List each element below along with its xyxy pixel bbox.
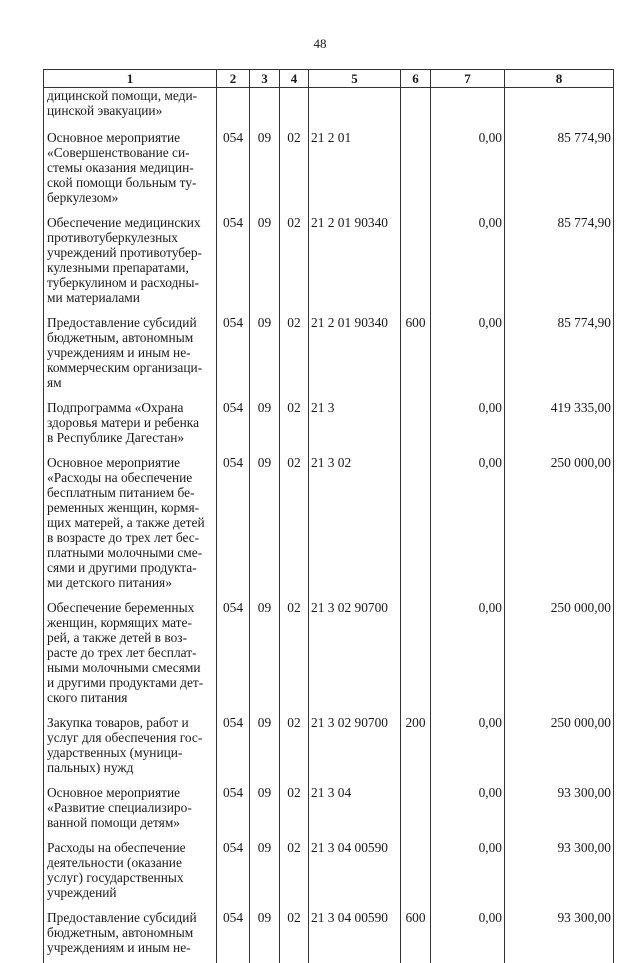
cell-amount-col7: 0,00 xyxy=(478,130,502,145)
table-row-continuation xyxy=(44,88,614,131)
cell-amount-col8: 85 774,90 xyxy=(557,215,611,230)
cell-admin-code: 054 xyxy=(222,215,244,230)
table-row xyxy=(44,600,614,715)
row-name: Расходы на обеспечение деятельности (оказание услуг) государственных учреждений xyxy=(47,840,186,900)
cell-target-article: 21 3 xyxy=(311,400,335,415)
cell-expense-type: 200 xyxy=(405,715,426,730)
cell-amount-col8: 93 300,00 xyxy=(557,785,611,800)
cell-section: 09 xyxy=(257,215,272,230)
cell-subsection: 02 xyxy=(287,215,301,230)
cell-subsection: 02 xyxy=(287,910,301,925)
cell-amount-col7: 0,00 xyxy=(478,455,502,470)
cell-subsection: 02 xyxy=(287,400,301,415)
cell-amount-col8: 250 000,00 xyxy=(550,715,611,730)
row-name: Обеспечение беременных женщин, кормящих мате- рей, а также детей в воз- расте до трех лет бесплат- ными молочными смесями и другими продуктами дет- ского питания xyxy=(47,600,204,705)
row-name: Подпрограмма «Охрана здоровья матери и ребенка в Республике Дагестан» xyxy=(47,400,200,445)
cell-amount-col8: 250 000,00 xyxy=(550,455,611,470)
cell-amount-col7: 0,00 xyxy=(478,715,502,730)
cell-amount-col7: 0,00 xyxy=(478,215,502,230)
cell-target-article: 21 3 02 xyxy=(311,455,352,470)
cell-subsection: 02 xyxy=(287,455,301,470)
column-header: 1 xyxy=(44,70,217,88)
row-name: Обеспечение медицинских противотуберкулезных учреждений противотубер- кулезными препаратами, туберкулином и расходны- ми материалами xyxy=(47,215,202,305)
table-row xyxy=(44,315,614,400)
cell-amount-col7: 0,00 xyxy=(478,910,502,925)
cell-admin-code: 054 xyxy=(222,910,244,925)
cell-expense-type: 600 xyxy=(405,910,426,925)
cell-admin-code: 054 xyxy=(222,130,244,145)
table-row xyxy=(44,400,614,455)
row-name: Предоставление субсидий бюджетным, автономным учреждениям и иным не- xyxy=(47,910,197,955)
cell-amount-col7: 0,00 xyxy=(478,600,502,615)
cell-admin-code: 054 xyxy=(222,600,244,615)
cell-section: 09 xyxy=(257,130,272,145)
table-row xyxy=(44,455,614,600)
cell-amount-col8: 85 774,90 xyxy=(557,130,611,145)
cell-subsection: 02 xyxy=(287,600,301,615)
cell-target-article: 21 3 04 xyxy=(311,785,352,800)
cell-amount-col8: 85 774,90 xyxy=(557,315,611,330)
cell-target-article: 21 3 04 00590 xyxy=(311,840,388,855)
cell-amount-col8: 93 300,00 xyxy=(557,840,611,855)
cell-target-article: 21 3 02 90700 xyxy=(311,715,388,730)
cell-section: 09 xyxy=(257,715,272,730)
cell-amount-col8: 419 335,00 xyxy=(550,400,611,415)
cell-amount-col7: 0,00 xyxy=(478,315,502,330)
column-header: 8 xyxy=(505,70,614,88)
cell-amount-col8: 93 300,00 xyxy=(557,910,611,925)
cell-target-article: 21 3 02 90700 xyxy=(311,600,388,615)
cell-subsection: 02 xyxy=(287,785,301,800)
cell-section: 09 xyxy=(257,840,272,855)
cell-admin-code: 054 xyxy=(222,315,244,330)
row-name: Основное мероприятие «Совершенствование си- стемы оказания медицин- ской помощи больным ту- беркулезом» xyxy=(47,130,197,205)
table-row xyxy=(44,785,614,840)
cell-section: 09 xyxy=(257,400,272,415)
table-row xyxy=(44,910,614,963)
cell-subsection: 02 xyxy=(287,130,301,145)
column-header: 4 xyxy=(280,70,309,88)
table-row xyxy=(44,715,614,785)
cell-target-article: 21 2 01 90340 xyxy=(311,315,388,330)
cell-target-article: 21 3 04 00590 xyxy=(311,910,388,925)
cell-subsection: 02 xyxy=(287,315,301,330)
cell-admin-code: 054 xyxy=(222,400,244,415)
row-name: Закупка товаров, работ и услуг для обеспечения гос- ударственных (муници- пальных) нужд xyxy=(47,715,203,775)
table-row xyxy=(44,130,614,215)
cell-section: 09 xyxy=(257,600,272,615)
row-name: Основное мероприятие «Развитие специализиро- ванной помощи детям» xyxy=(47,785,192,830)
cell-amount-col7: 0,00 xyxy=(478,840,502,855)
table-row xyxy=(44,215,614,315)
row-name: Основное мероприятие «Расходы на обеспечение бесплатным питанием бе- ременных женщин, кормя- щих матерей, а также детей в возрасте до трех лет бес- платными молочными сме- сями и другими продукта- ми детского питания» xyxy=(47,455,205,590)
column-header: 3 xyxy=(250,70,280,88)
cell-expense-type: 600 xyxy=(405,315,426,330)
cell-subsection: 02 xyxy=(287,840,301,855)
continuation-text: дицинской помощи, меди- цинской эвакуации» xyxy=(47,88,198,118)
cell-admin-code: 054 xyxy=(222,840,244,855)
cell-section: 09 xyxy=(257,455,272,470)
cell-section: 09 xyxy=(257,785,272,800)
cell-admin-code: 054 xyxy=(222,455,244,470)
column-header: 6 xyxy=(401,70,431,88)
table-header-row xyxy=(44,70,614,88)
cell-section: 09 xyxy=(257,910,272,925)
column-header: 7 xyxy=(431,70,505,88)
table-row xyxy=(44,840,614,910)
cell-amount-col8: 250 000,00 xyxy=(550,600,611,615)
cell-admin-code: 054 xyxy=(222,785,244,800)
column-header: 2 xyxy=(217,70,250,88)
cell-target-article: 21 2 01 xyxy=(311,130,352,145)
budget-table xyxy=(43,69,614,963)
cell-amount-col7: 0,00 xyxy=(478,785,502,800)
column-header: 5 xyxy=(309,70,401,88)
cell-target-article: 21 2 01 90340 xyxy=(311,215,388,230)
row-name: Предоставление субсидий бюджетным, автономным учреждениям и иным не- коммерческим организаци- ям xyxy=(47,315,203,390)
cell-subsection: 02 xyxy=(287,715,301,730)
page-number: 48 xyxy=(313,36,327,51)
cell-section: 09 xyxy=(257,315,272,330)
cell-admin-code: 054 xyxy=(222,715,244,730)
cell-amount-col7: 0,00 xyxy=(478,400,502,415)
